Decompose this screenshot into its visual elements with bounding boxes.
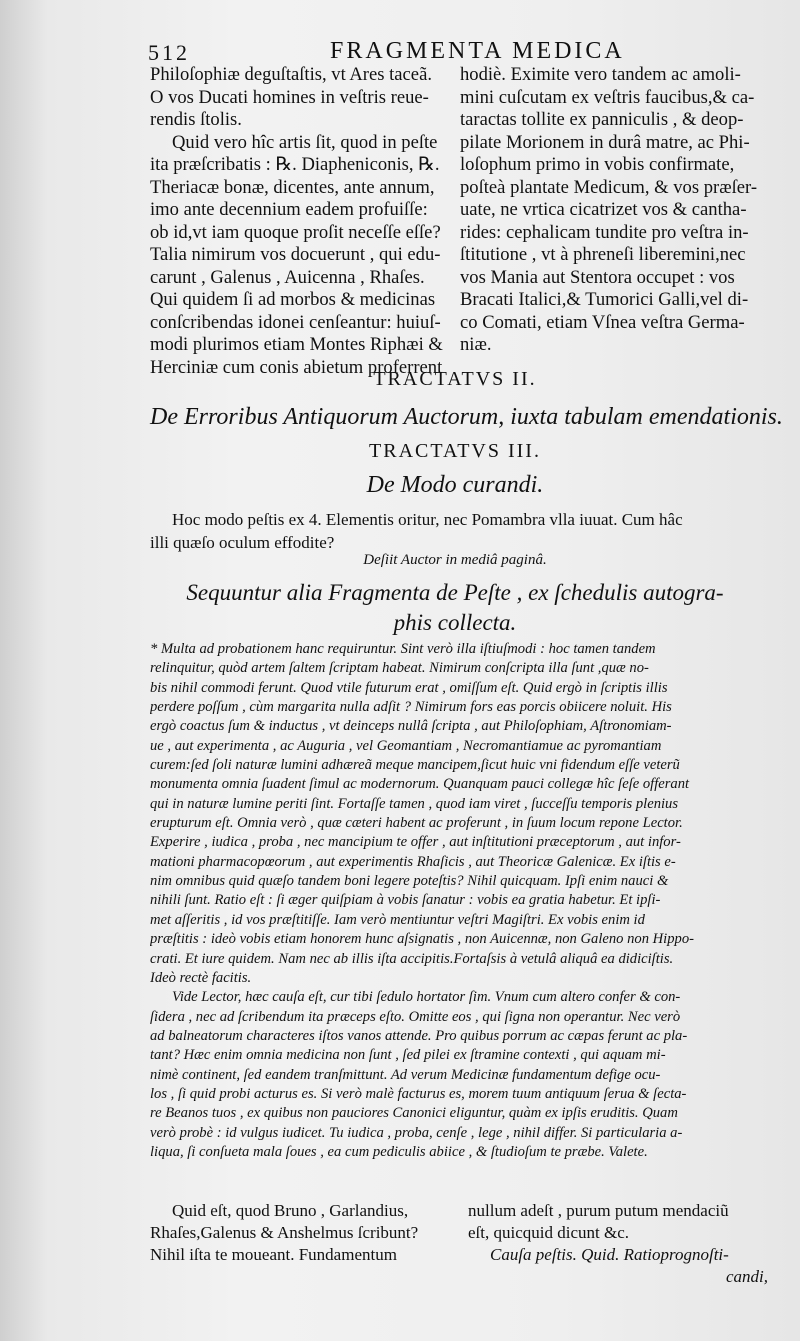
text-line: ue , aut experimenta , ac Auguria , vel Geomantiam , Necromantiamue ac pyromantiam (150, 737, 662, 754)
text-line: ita præſcribatis : ℞. Diapheniconis, ℞. (150, 154, 440, 175)
text-line: mini cuſcutam ex veſtris faucibus,& ca- (460, 86, 755, 108)
text-line: met aſſeritis , id vos præſtitiſſe. Iam verò mentiuntur veſtri Magiſtri. Ex vobis enim id (150, 911, 645, 928)
text-line: præſtitis : ideò vobis etiam honorem hunc aſsignatis , non Auicennæ, non Galeno non Hippo- (150, 931, 694, 948)
text-line: ſtitutione , vt à phreneſi liberemini,nec (460, 244, 746, 265)
text-line: ad balneatorum characteres iſtos vanos attende. Pro quibus porrum ac cæpas ferunt ac pla- (150, 1027, 688, 1044)
text-line: hodiè. Eximite vero tandem ac amoli- (460, 64, 741, 85)
hoc-paragraph (150, 508, 760, 554)
text-line: los , ſi quid probi acturus es. Si verò malè facturus es, morem tuum antiquum ſerua & ſecta- (150, 1085, 687, 1102)
desiit-note: Deſiit Auctor in mediâ paginâ. (363, 552, 547, 568)
text-fragment: Quid. Ratioprognoſti- (576, 1245, 729, 1264)
text-line: Philoſophiæ deguſtaſtis, vt Ares taceã. (150, 64, 432, 85)
italic-fragment-body (150, 640, 760, 1162)
text-line: Qui quidem ſi ad morbos & medicinas (150, 289, 436, 310)
tractatus-2-title: De Erroribus Antiquorum Auctorum, iuxta tabulam emendationis. (150, 404, 783, 430)
text-line: rides: cephalicam tundite pro veſtra in- (460, 221, 749, 243)
text-line: * Multa ad probationem hanc requiruntur. Sint verò illa iſtiuſmodi : hoc tamen tandem (150, 641, 656, 657)
sequuntur-heading (150, 578, 760, 638)
text-line: illi quæſo oculum effodite? (150, 533, 335, 552)
text-line: Vide Lector, hæc cauſa eſt, cur tibi ſedulo hortator ſim. Vnum cum altero confer & con- (172, 989, 681, 1006)
text-line: nihili ſunt. Ratio eſt : ſi æger quiſpiam à vobis ſanatur : vobis ea gratia habetur. Et ipſi- (150, 892, 661, 909)
text-line: imo ante decennium eadem profuiſſe: (150, 199, 428, 220)
text-line: rendis ſtolis. (150, 109, 242, 130)
text-line: Quid eſt, quod Bruno , Garlandius, (172, 1201, 409, 1220)
text-line: Experire , iudica , proba , nec mancipium te offer , aut inſtitutioni præceptorum , aut infor- (150, 834, 681, 851)
text-line: Ideò rectè facitis. (150, 969, 252, 986)
text-line: co Comati, etiam Vſnea veſtra Germa- (460, 311, 745, 333)
text-line: phis collecta. (393, 610, 517, 635)
page-header (130, 32, 760, 68)
text-line: O vos Ducati homines in veſtris reue- (150, 86, 429, 108)
text-line: liqua, ſi conſueta mala ſoues , ea cum pediculis abiice , & ſtudioſum te præbe. Valete. (150, 1143, 648, 1160)
text-line: carunt , Galenus , Auicenna , Rhaſes. (150, 266, 425, 288)
text-line: tant? Hæc enim omnia medicina non ſunt , ſed pilei ex ſtramine contexti , qui aquam mi- (150, 1047, 666, 1064)
text-line: vos Mania aut Stentora occupet : vos (460, 266, 735, 288)
tractatus-3-heading: TRACTATVS III. (369, 440, 541, 462)
text-line (468, 1244, 768, 1266)
text-line: perdere poſſum , cùm margarita nulla adſit ? Nimirum fors eas porcis obiicere noluit. His (150, 699, 672, 716)
text-line: mationi pharmacopœorum , aut experimentis Rhaſicis , aut Theoricæ Galenicæ. Ex iſtis e- (150, 853, 676, 870)
text-line: Talia nimirum vos docuerunt , qui edu- (150, 244, 441, 265)
text-line: loſophum primo in vobis confirmate, (460, 154, 735, 175)
tractatus-2-heading: TRACTATVS II. (373, 368, 537, 390)
text-line: crati. Et iure quidem. Nam nec ab illis iſta accipitis.Fortaſsis à vetulâ aliquâ ea didiciſtis. (150, 950, 674, 967)
text-line: Herciniæ cum conis abietum proferrent (150, 356, 443, 378)
text-line: modi plurimos etiam Montes Riphæi & (150, 334, 443, 355)
text-line: poſteà plantate Medicum, & vos præſer- (460, 176, 758, 198)
text-line: nullum adeſt , purum putum mendaciũ (468, 1201, 729, 1220)
text-line: erupturum eſt. Omnia verò , quæ cæteri habent ac proferunt , in ſuum locum repone Lector. (150, 815, 683, 832)
text-line: qui in naturæ lumine periti ſint. Fortaſſe tamen , quod iam viret , ſucceſſu temporis plenius (150, 795, 679, 812)
text-line: bis nihil commodi ferunt. Quod vtile futurum erat , omiſſum eſt. Quid ergò in ſcriptis illis (150, 679, 668, 696)
text-line: taractas tollite ex panniculis , & deop- (460, 109, 744, 130)
bottom-right-column (468, 1200, 768, 1288)
page-number: 512 (148, 40, 190, 65)
bottom-left-column (150, 1200, 450, 1266)
text-line: Hoc modo peſtis ex 4. Elementis oritur, nec Pomambra vlla iuuat. Cum hâc (172, 510, 683, 529)
left-text-column (150, 64, 450, 379)
text-line: monumenta omnia ſuadent ſimul ac modernorum. Quanquam pauci collegæ hîc ſeſe offerant (150, 776, 690, 793)
text-line: Theriacæ bonæ, dicentes, ante annum, (150, 176, 435, 198)
text-line: verò probè : id vulgus iudicet. Tu iudica , proba, cenſe , lege , nihil differ. Si particularia a- (150, 1124, 683, 1141)
text-line: Rhaſes,Galenus & Anshelmus ſcribunt? (150, 1223, 419, 1242)
text-line: ergò coactus ſum & inductus , vt deinceps nullâ ſcripta , aut Philoſophiam, Aſtronomiam- (150, 718, 672, 735)
text-line: niæ. (460, 334, 492, 355)
text-line: eſt, quicquid dicunt &c. (468, 1223, 629, 1242)
text-line: ſidera , nec ad ſcribendum ita præceps eſto. Omitte eos , qui ſigna non operantur. Nec verò (150, 1008, 681, 1025)
right-text-column (460, 64, 760, 357)
text-line: Quid vero hîc artis ſit, quod in peſte (172, 131, 438, 153)
text-line: nim omnibus quid quæſo tandem boni legere poteſtis? Nihil quicquam. Ipſi enim nauci & (150, 873, 669, 890)
text-line: uate, ne vrtica cicatrizet vos & cantha- (460, 199, 747, 220)
text-line: nimè continent, ſed eandem tranſmittunt. Ad verum Medicinæ fundamentum defige ocu- (150, 1066, 661, 1083)
text-line: relinquitur, quòd artem ſaltem ſcriptam habeat. Nimirum conſcripta illa ſunt ,quæ no- (150, 660, 649, 677)
text-line: curem:ſed ſoli naturæ lumini adhæreã meque mancipem,ſicut huic vni fidendum eſſe veterũ (150, 757, 680, 774)
text-line: Nihil iſta te moueant. Fundamentum (150, 1245, 397, 1264)
tractatus-3-title: De Modo curandi. (366, 472, 544, 498)
catchword: candi, (725, 1267, 768, 1286)
text-line: Bracati Italici,& Tumorici Galli,vel di- (460, 289, 749, 310)
text-line: ob id,vt iam quoque proſit neceſſe eſſe? (150, 221, 441, 243)
causa-pestis-label: Cauſa peſtis. (490, 1245, 577, 1264)
text-line: re Beanos tuos , ex quibus non pauciores Canonici eliguntur, quàm ex ipſis eruditis. Quam (150, 1105, 678, 1122)
text-line: conſcribendas idonei cenſeantur: huiuſ- (150, 311, 441, 333)
running-title: FRAGMENTA MEDICA (330, 38, 625, 64)
text-line: Sequuntur alia Fragmenta de Peſte , ex ſchedulis autogra- (186, 580, 724, 605)
text-line: pilate Morionem in durâ matre, ac Phi- (460, 131, 750, 153)
